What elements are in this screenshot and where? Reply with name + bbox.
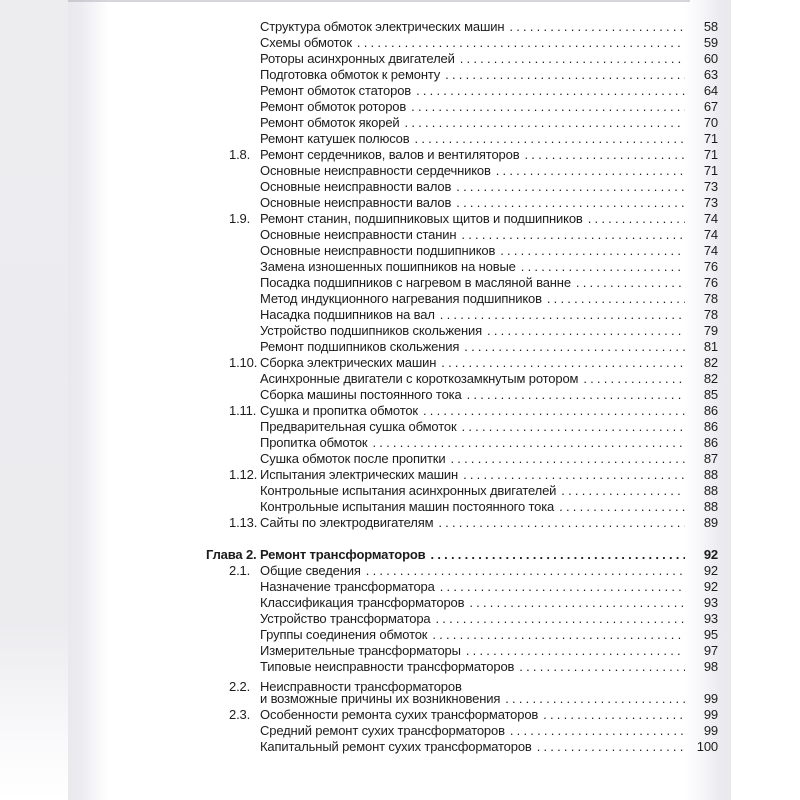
toc-row <box>206 483 718 499</box>
entry-title: Структура обмоток электрических машин <box>260 19 505 34</box>
dot-leader <box>415 131 685 147</box>
dot-leader <box>462 419 685 435</box>
toc-row <box>206 627 718 643</box>
page-number: 78 <box>703 291 718 306</box>
toc-row <box>206 83 718 99</box>
entry-title: Глава 2. Ремонт трансформаторов <box>206 547 426 562</box>
dot-leader <box>463 467 685 483</box>
toc-row <box>206 307 718 323</box>
entry-title: Контрольные испытания машин постоянного тока <box>260 499 555 514</box>
background-shade-left <box>0 0 68 800</box>
entry-title: Сборка машины постоянного тока <box>260 387 462 402</box>
entry-title: Посадка подшипников с нагревом в масляной ванне <box>260 275 571 290</box>
page-number: 74 <box>703 243 718 258</box>
toc-row <box>206 259 718 275</box>
toc-row <box>206 67 718 83</box>
page-number: 98 <box>703 659 718 674</box>
dot-leader <box>509 19 685 35</box>
toc-row <box>206 243 718 259</box>
dot-leader <box>467 387 685 403</box>
entry-title: Асинхронные двигатели с короткозамкнутым ротором <box>260 371 579 386</box>
entry-title: Устройство подшипников скольжения <box>260 323 483 338</box>
entry-title: Ремонт подшипников скольжения <box>260 339 460 354</box>
toc-row <box>206 147 718 163</box>
dot-leader <box>519 659 685 675</box>
page-number: 97 <box>703 643 718 658</box>
dot-leader <box>521 259 685 275</box>
toc-row <box>206 515 718 531</box>
entry-title: Основные неисправности станин <box>260 227 457 242</box>
entry-title: Ремонт станин, подшипниковых щитов и подшипников <box>260 211 583 226</box>
entry-title: Измерительные трансформаторы <box>260 643 461 658</box>
dot-leader <box>405 115 685 131</box>
dot-leader <box>543 707 685 723</box>
toc-row <box>206 739 718 755</box>
page-number: 79 <box>703 323 718 338</box>
dot-leader <box>436 611 686 627</box>
dot-leader <box>445 67 685 83</box>
entry-title: Основные неисправности валов <box>260 179 452 194</box>
page-number: 88 <box>703 467 718 482</box>
dot-leader <box>441 355 685 371</box>
entry-title: Подготовка обмоток к ремонту <box>260 67 441 82</box>
dot-leader <box>524 147 685 163</box>
dot-leader <box>500 243 685 259</box>
toc-row <box>206 275 718 291</box>
toc-row <box>206 99 718 115</box>
page-number: 93 <box>703 595 718 610</box>
toc-row <box>206 707 718 723</box>
dot-leader <box>440 579 685 595</box>
toc-row <box>206 211 718 227</box>
entry-title: Неисправности трансформаторов <box>260 679 462 694</box>
toc-row <box>206 499 718 515</box>
toc-row <box>206 35 718 51</box>
page-number: 99 <box>703 707 718 722</box>
toc-row <box>206 691 718 707</box>
entry-title: Капитальный ремонт сухих трансформаторов <box>260 739 532 754</box>
dot-leader <box>450 451 685 467</box>
page-number: 73 <box>703 195 718 210</box>
dot-leader <box>460 51 685 67</box>
page-number: 70 <box>703 115 718 130</box>
entry-title: Средний ремонт сухих трансформаторов <box>260 723 505 738</box>
dot-leader <box>588 211 685 227</box>
toc-row <box>206 371 718 387</box>
entry-title: Роторы асинхронных двигателей <box>260 51 455 66</box>
dot-leader <box>487 323 685 339</box>
page-number: 74 <box>703 211 718 226</box>
entry-title: Типовые неисправности трансформаторов <box>260 659 515 674</box>
entry-number: 2.3. <box>229 707 251 722</box>
page-number: 74 <box>703 227 718 242</box>
dot-leader <box>416 83 685 99</box>
toc-row <box>206 563 718 579</box>
page-number: 89 <box>703 515 718 530</box>
page-number: 81 <box>703 339 718 354</box>
toc-row <box>206 163 718 179</box>
entry-title: Общие сведения <box>260 563 361 578</box>
toc-row <box>206 291 718 307</box>
entry-title: Ремонт катушек полюсов <box>260 131 410 146</box>
page-number: 64 <box>703 83 718 98</box>
page-number: 86 <box>703 435 718 450</box>
entry-title: Замена изношенных пошипников на новые <box>260 259 516 274</box>
toc-row <box>206 227 718 243</box>
entry-title: Сборка электрических машин <box>260 355 437 370</box>
dot-leader <box>438 515 685 531</box>
page-number: 92 <box>703 547 718 562</box>
dot-leader <box>547 291 685 307</box>
entry-number: 1.11. <box>229 403 257 418</box>
toc-row <box>206 467 718 483</box>
entry-title: Ремонт обмоток якорей <box>260 115 400 130</box>
page-number: 88 <box>703 483 718 498</box>
page-number: 76 <box>703 259 718 274</box>
page-number: 82 <box>703 355 718 370</box>
entry-title: Сушка обмоток после пропитки <box>260 451 446 466</box>
page-number: 99 <box>703 723 718 738</box>
entry-title: Назначение трансформатора <box>260 579 435 594</box>
page-number: 92 <box>703 579 718 594</box>
entry-title: Насадка подшипников на вал <box>260 307 435 322</box>
page-number: 86 <box>703 403 718 418</box>
page-number: 67 <box>703 99 718 114</box>
dot-leader <box>576 275 685 291</box>
page-number: 85 <box>703 387 718 402</box>
entry-number: 1.13. <box>229 515 258 530</box>
entry-title: Основные неисправности подшипников <box>260 243 496 258</box>
entry-title: Группы соединения обмоток <box>260 627 428 642</box>
toc-row <box>206 547 718 563</box>
entry-number: 1.8. <box>229 147 251 162</box>
dot-leader <box>366 563 685 579</box>
toc-row <box>206 675 718 694</box>
dot-leader <box>461 227 685 243</box>
toc-row <box>206 339 718 355</box>
toc-row <box>206 659 718 675</box>
dot-leader <box>561 483 685 499</box>
dot-leader <box>456 195 685 211</box>
toc-row <box>206 355 718 371</box>
entry-title: Метод индукционного нагревания подшипников <box>260 291 542 306</box>
toc-row <box>206 403 718 419</box>
toc-list <box>206 19 718 755</box>
toc-row <box>206 643 718 659</box>
dot-leader <box>432 627 685 643</box>
dot-leader <box>423 403 685 419</box>
dot-leader <box>357 35 685 51</box>
dot-leader <box>464 339 685 355</box>
entry-title: Основные неисправности валов <box>260 195 452 210</box>
entry-title: Устройство трансформатора <box>260 611 431 626</box>
page-number: 59 <box>703 35 718 50</box>
dot-leader <box>469 595 685 611</box>
toc-row <box>206 115 718 131</box>
dot-leader <box>440 307 685 323</box>
entry-title: Предварительная сушка обмоток <box>260 419 457 434</box>
dot-leader <box>537 739 685 755</box>
dot-leader <box>467 675 685 691</box>
entry-title: Сушка и пропитка обмоток <box>260 403 418 418</box>
entry-title: Испытания электрических машин <box>260 467 459 482</box>
toc-row <box>206 579 718 595</box>
page-number: 60 <box>703 51 718 66</box>
entry-title: Основные неисправности сердечников <box>260 163 491 178</box>
entry-number: 1.10. <box>229 355 258 370</box>
entry-title: и возможные причины их возникновения <box>260 691 501 706</box>
page-number: 86 <box>703 419 718 434</box>
dot-leader <box>456 179 685 195</box>
page-number: 88 <box>703 499 718 514</box>
toc-row <box>206 611 718 627</box>
entry-number: 1.12. <box>229 467 258 482</box>
entry-title: Контрольные испытания асинхронных двигателей <box>260 483 557 498</box>
dot-leader <box>372 435 685 451</box>
page-number: 71 <box>703 131 718 146</box>
toc-row <box>206 387 718 403</box>
toc-row <box>206 723 718 739</box>
toc-row <box>206 19 718 35</box>
entry-title: Пропитка обмоток <box>260 435 368 450</box>
toc-row <box>206 595 718 611</box>
dot-leader <box>431 547 685 563</box>
dot-leader <box>411 99 685 115</box>
entry-title: Ремонт обмоток статоров <box>260 83 412 98</box>
page-number: 99 <box>703 691 718 706</box>
toc-row <box>206 131 718 147</box>
dot-leader <box>583 371 685 387</box>
page-number: 93 <box>703 611 718 626</box>
entry-title: Схемы обмоток <box>260 35 352 50</box>
page-number: 63 <box>703 67 718 82</box>
toc-row <box>206 323 718 339</box>
entry-title: Сайты по электродвигателям <box>260 515 434 530</box>
entry-number: 1.9. <box>229 211 251 226</box>
page-number: 92 <box>703 563 718 578</box>
entry-title: Особенности ремонта сухих трансформаторов <box>260 707 539 722</box>
toc-row <box>206 419 718 435</box>
toc-page-sheet <box>68 0 731 800</box>
page-number: 76 <box>703 275 718 290</box>
toc-row <box>206 195 718 211</box>
entry-number: 2.2. <box>229 679 251 694</box>
toc-row <box>206 179 718 195</box>
dot-leader <box>559 499 685 515</box>
entry-title: Ремонт обмоток роторов <box>260 99 407 114</box>
page-number: 100 <box>696 739 718 754</box>
dot-leader <box>466 643 685 659</box>
entry-title: Классификация трансформаторов <box>260 595 465 610</box>
page-number: 82 <box>703 371 718 386</box>
dot-leader <box>505 691 685 707</box>
page-number: 71 <box>703 147 718 162</box>
toc-row <box>206 435 718 451</box>
dot-leader <box>510 723 685 739</box>
page-number: 87 <box>703 451 718 466</box>
page-number: 78 <box>703 307 718 322</box>
page-number: 58 <box>703 19 718 34</box>
entry-title: Ремонт сердечников, валов и вентиляторов <box>260 147 520 162</box>
page-number: 73 <box>703 179 718 194</box>
page-number: 71 <box>703 163 718 178</box>
toc-row <box>206 51 718 67</box>
page-number: 95 <box>703 627 718 642</box>
toc-row <box>206 451 718 467</box>
dot-leader <box>496 163 685 179</box>
entry-number: 2.1. <box>229 563 251 578</box>
